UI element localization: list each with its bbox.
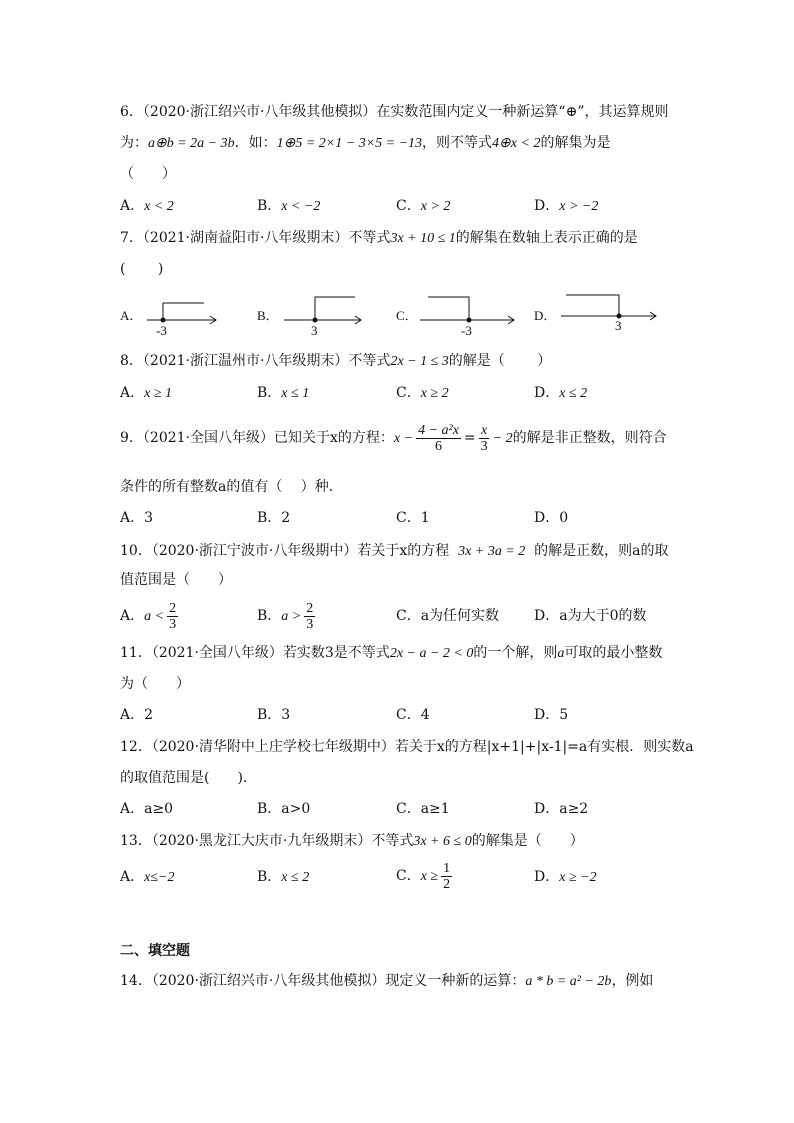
q9-option-b[interactable]: B．2: [257, 510, 291, 526]
q11-text: 可取的最小整数: [564, 645, 663, 661]
q6-option-a[interactable]: [120, 196, 174, 217]
option-value: x≤−2: [144, 870, 175, 885]
q7-answer-paren: ( ): [120, 261, 164, 277]
q9-stem-line1: [120, 420, 667, 457]
q9-option-a[interactable]: A．3: [120, 510, 154, 526]
fraction-denominator: 3: [480, 438, 488, 454]
q9-text: 9．（2021·全国八年级）已知关于x的方程：: [120, 430, 394, 446]
q7-option-b-label: B．: [257, 308, 279, 323]
q8-text: 8．（2021·浙江温州市·八年级期末）不等式: [120, 353, 391, 369]
q9-eq-post: − 2: [492, 431, 513, 446]
q14-text: 14．（2020·浙江绍兴市·八年级其他模拟）现定义一种新的运算：: [120, 973, 526, 989]
option-value: x ≤ 2: [559, 386, 588, 401]
option-value: x < 2: [144, 199, 174, 214]
q10-stem-line2: 值范围是（ ）: [120, 572, 232, 588]
fraction-numerator: 1: [443, 860, 451, 876]
option-value: x ≤ 1: [281, 386, 310, 401]
fraction-numerator: 2: [306, 600, 314, 616]
q9-option-d[interactable]: D．0: [534, 510, 569, 526]
option-value: x > 2: [420, 199, 451, 214]
q14-stem-line1: [120, 971, 653, 992]
option-value: x ≥ 2: [420, 386, 449, 401]
q13-option-d[interactable]: [534, 867, 597, 888]
q12-option-b[interactable]: B．a>0: [257, 801, 311, 817]
solid-point: [313, 318, 318, 323]
q8-inequality: 2x − 1 ≤ 3: [390, 354, 449, 369]
option-label: C．: [396, 198, 421, 214]
q10-stem-line1: [120, 541, 669, 562]
q9-fraction-right: [479, 423, 490, 454]
option-label: B．: [257, 869, 282, 885]
tick-label: -3: [461, 323, 472, 338]
fraction-denominator: 3: [306, 616, 314, 632]
option-label: B．: [257, 608, 282, 624]
option-fraction: [304, 601, 315, 632]
q8-option-c[interactable]: [396, 383, 449, 404]
option-fraction: [167, 601, 178, 632]
option-value: x ≥ −2: [559, 870, 597, 885]
fraction-denominator: 3: [169, 616, 177, 632]
q7-option-a-diagram[interactable]: [147, 303, 216, 338]
tick-label: 3: [615, 318, 622, 333]
q9-eq-sign: =: [463, 430, 476, 446]
tick-label: -3: [156, 323, 167, 338]
q6-stem-line1: 6．（2020·浙江绍兴市·八年级其他模拟）在实数范围内定义一种新运算“⊕”，其运算规则: [120, 104, 669, 120]
option-label: D．: [534, 869, 560, 885]
q11-text: 11．（2021·全国八年级）若实数3是不等式: [120, 645, 390, 661]
q6-text: ．如：: [234, 135, 277, 151]
q8-option-d[interactable]: [534, 383, 587, 404]
section-title: 二、填空题: [120, 943, 190, 959]
q6-rule: a⊕b = 2a − 3b: [148, 136, 235, 151]
q10-option-c[interactable]: C．a为任何实数: [396, 608, 500, 624]
q9-stem-line2: 条件的所有整数a的值有（ ）种．: [120, 479, 343, 495]
q9-eq-x: x −: [393, 431, 414, 446]
q13-option-b[interactable]: [257, 867, 309, 888]
q6-text: 为：: [120, 135, 148, 151]
option-value: a <: [144, 609, 165, 624]
q7-text: 7．（2021·湖南益阳市·八年级期末）不等式: [120, 230, 391, 246]
q14-text: ，例如: [611, 973, 654, 989]
fraction-numerator: 2: [169, 600, 177, 616]
q7-number-line-options: [0, 290, 794, 350]
q11-option-b[interactable]: B．3: [257, 707, 291, 723]
option-value: x ≥ 1: [144, 386, 173, 401]
q7-option-c-label: C．: [396, 308, 418, 323]
q6-answer-paren: （ ）: [120, 166, 176, 182]
option-label: A．: [120, 608, 145, 624]
option-fraction: [441, 861, 452, 892]
q11-stem-line2: 为（ ）: [120, 676, 190, 692]
q12-option-d[interactable]: D．a≥2: [534, 801, 589, 817]
q13-option-c[interactable]: [396, 858, 455, 895]
option-value: x < −2: [281, 199, 321, 214]
option-value: a >: [281, 609, 302, 624]
q8-text: 的解是（ ）: [448, 353, 552, 369]
fraction-denominator: 6: [434, 438, 442, 454]
solution-bracket: [163, 303, 204, 320]
q12-option-a[interactable]: A．a≥0: [120, 801, 174, 817]
q11-option-c[interactable]: C．4: [396, 707, 430, 723]
option-label: C．: [396, 385, 421, 401]
solid-point: [161, 318, 166, 323]
q6-option-d[interactable]: [534, 196, 598, 217]
option-label: A．: [120, 869, 145, 885]
q10-option-b[interactable]: [257, 598, 318, 635]
option-label: A．: [120, 198, 145, 214]
fraction-numerator: x: [481, 422, 488, 438]
fraction-denominator: 2: [443, 876, 451, 892]
solid-point: [467, 318, 472, 323]
q11-option-a[interactable]: A．2: [120, 707, 154, 723]
q6-text: 的解集为是: [540, 135, 611, 151]
q12-stem-line1: 12．（2020·清华附中上庄学校七年级期中）若关于x的方程|x+1|+|x-1|=a有实根．则实数a: [120, 739, 694, 755]
q6-inequality: 4⊕x < 2: [492, 136, 541, 151]
q7-text: 的解集在数轴上表示正确的是: [455, 230, 638, 246]
q10-text: 10．（2020·浙江宁波市·八年级期中）若关于x的方程: [120, 543, 450, 559]
option-value: x ≤ 2: [281, 870, 310, 885]
q6-example: 1⊕5 = 2×1 − 3×5 = −13: [276, 136, 423, 151]
solution-bracket: [315, 297, 355, 320]
q7-option-a-label: A．: [120, 308, 143, 323]
q11-stem-line1: [120, 643, 662, 664]
q9-text: 的解是非正整数，则符合: [512, 430, 667, 446]
q14-equation: a * b = a² − 2b: [525, 974, 612, 989]
solution-bracket: [566, 295, 619, 316]
option-label: B．: [257, 198, 282, 214]
q8-stem-line1: [120, 351, 551, 372]
q10-text: 的解是正数，则a的取: [534, 543, 669, 559]
option-label: D．: [534, 198, 560, 214]
q13-inequality: 3x + 6 ≤ 0: [413, 834, 472, 849]
q11-option-d[interactable]: D．5: [534, 707, 569, 723]
q13-option-a[interactable]: [120, 867, 174, 888]
q13-stem-line1: [120, 831, 584, 852]
q7-inequality: 3x + 10 ≤ 1: [390, 231, 456, 246]
q9-option-c[interactable]: C．1: [396, 510, 430, 526]
q12-option-c[interactable]: C．a≥1: [396, 801, 450, 817]
q8-option-b[interactable]: [257, 383, 309, 404]
q7-option-d-label: D．: [534, 308, 557, 323]
q10-option-d[interactable]: D．a为大于0的数: [534, 608, 647, 624]
q6-option-b[interactable]: [257, 196, 320, 217]
q11-variable: a: [557, 646, 565, 661]
option-label: D．: [534, 385, 560, 401]
q9-fraction-left: [416, 423, 461, 454]
option-label: B．: [257, 385, 282, 401]
q7-option-d-diagram[interactable]: [561, 295, 656, 333]
option-label: A．: [120, 385, 145, 401]
q10-equation: 3x + 3a = 2: [458, 544, 526, 559]
tick-label: 3: [311, 323, 318, 338]
q6-option-c[interactable]: [396, 196, 450, 217]
fraction-numerator: 4 − a²x: [418, 422, 459, 438]
q6-text: ，则不等式: [422, 135, 493, 151]
q13-text: 13．（2020·黑龙江大庆市·九年级期末）不等式: [120, 833, 414, 849]
q11-text: 的一个解，则: [473, 645, 558, 661]
option-label: C．: [396, 868, 421, 884]
q11-inequality: 2x − a − 2 < 0: [389, 646, 474, 661]
q6-stem-line2: [120, 133, 610, 154]
option-value: x > −2: [559, 199, 599, 214]
q7-option-c-diagram[interactable]: [420, 297, 514, 338]
q7-option-b-diagram[interactable]: [284, 297, 361, 338]
q7-stem-line1: [120, 228, 638, 249]
q12-stem-line2: 的取值范围是( )．: [120, 770, 257, 786]
option-value: x ≥: [420, 869, 439, 884]
q8-option-a[interactable]: [120, 383, 172, 404]
q13-text: 的解集是（ ）: [471, 833, 584, 849]
solution-bracket: [428, 297, 469, 320]
q10-option-a[interactable]: [120, 598, 181, 635]
